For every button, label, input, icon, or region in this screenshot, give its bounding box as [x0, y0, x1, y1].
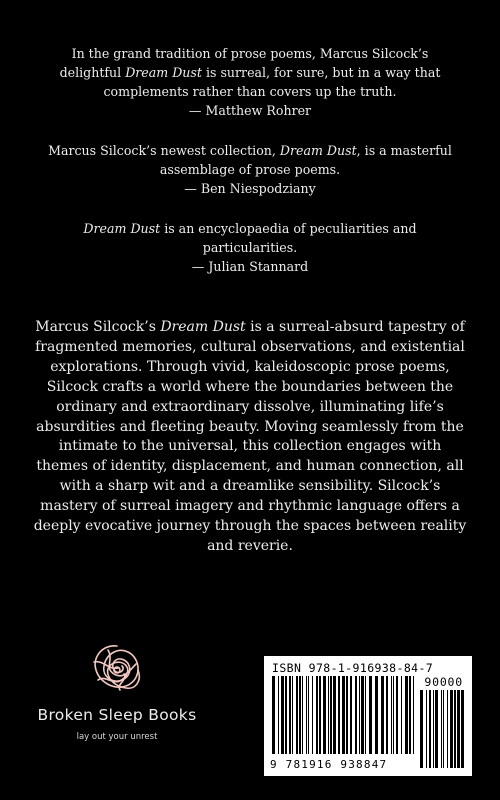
blurb-quote: [40, 141, 460, 179]
synopsis-text: Marcus Silcock’s: [35, 319, 161, 335]
blurb-attribution: — Julian Stannard: [191, 259, 309, 274]
book-title-italic: Dream Dust: [279, 143, 357, 158]
blurb-text: is an encyclopaedia of peculiarities and particularities.: [160, 221, 417, 255]
blurb: [40, 219, 460, 276]
synopsis-text: is a surreal-absurd tapestry of fragmented memories, cultural observations, and existential explorations. Through vivid, kaleidoscopic prose poems, Silcock crafts a world where the boundaries between the ordinary and extraordinary dissolve, illuminating life’s absurdities and fleeting beauty. Moving seamlessly from the intimate to the universal, this collection engages with themes of identity, displacement, and human connection, all with a sharp wit and a dreamlike sensibility. Silcock’s mastery of surreal imagery and rhythmic language offers a deeply evocative journey through the spaces between reality and reverie.: [33, 319, 467, 554]
publisher-tagline: lay out your unrest: [76, 732, 158, 742]
blurb-quote: [40, 44, 460, 101]
book-title-italic: Dream Dust: [160, 319, 246, 335]
isbn-barcode: [264, 656, 472, 776]
price-addon-label: 90000: [424, 675, 463, 689]
blurb: [40, 141, 460, 198]
blurb-attribution: — Ben Niespodziany: [184, 181, 316, 196]
blurb-attribution: — Matthew Rohrer: [188, 103, 312, 118]
blurb: [40, 44, 460, 120]
synopsis: [32, 318, 468, 557]
scribble-logo-icon: [84, 640, 150, 700]
blurb-text: Marcus Silcock’s newest collection,: [48, 143, 280, 158]
blurbs-section: [40, 44, 460, 297]
publisher-name: Broken Sleep Books: [37, 706, 197, 724]
blurb-text: In the grand tradition of prose poems, Marcus Silcock’s delightful: [59, 46, 429, 80]
isbn-label: ISBN 978-1-916938-84-7: [272, 661, 434, 675]
book-title-italic: Dream Dust: [125, 65, 202, 80]
barcode-digits: 9 781916 938847: [270, 758, 388, 771]
book-title-italic: Dream Dust: [83, 221, 161, 236]
blurb-text: is surreal, for sure, but in a way that complements rather than covers up the truth.: [103, 65, 441, 99]
blurb-quote: [40, 219, 460, 257]
blurb-text: , is a masterful assemblage of prose poems.: [159, 143, 452, 177]
publisher-logo-block: [22, 640, 212, 742]
